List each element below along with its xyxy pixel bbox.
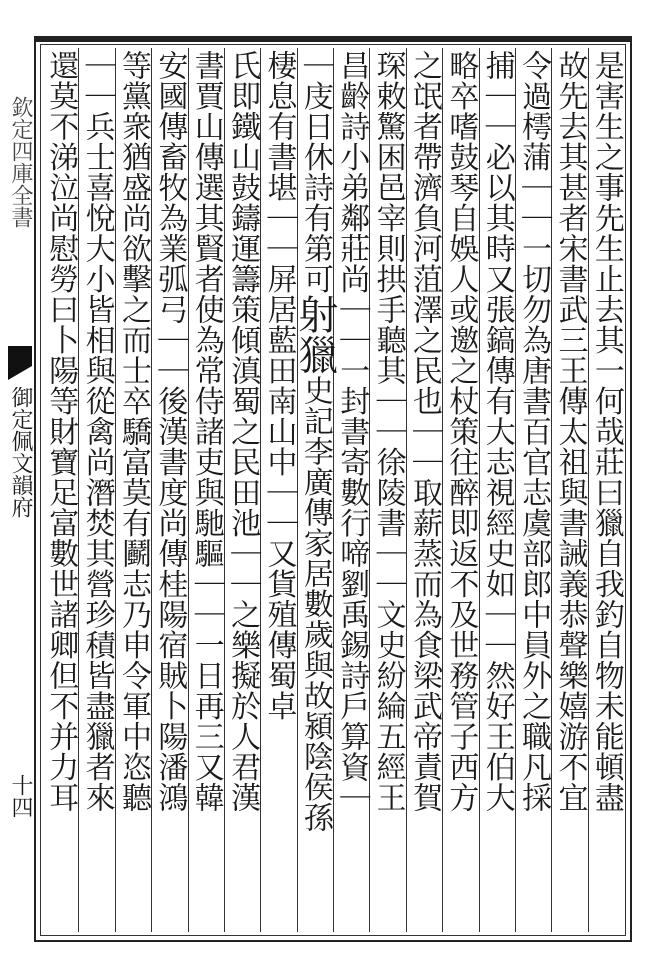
text-column xyxy=(368,50,408,930)
page-margin xyxy=(0,50,34,930)
text-segment: 令過樗蒲｜｜一切勿為唐書百官志虞部郎中員外之職凡採 xyxy=(516,50,552,813)
text-column xyxy=(549,50,589,930)
text-segment: 捕｜｜必以其時又張鎬傳有大志視經史如｜｜然好王伯大 xyxy=(479,50,515,813)
text-segment: 等黨衆猶盛尚欲擊之而士卒驕富莫有鬬志乃申令軍中恣聽 xyxy=(115,50,151,813)
text-column xyxy=(331,50,371,930)
text-segment: 略卒嗜鼓琴自娛人或邀之杖策往醉即返不及世務管子西方 xyxy=(443,50,479,813)
text-column xyxy=(291,50,338,930)
text-segment: 還莫不涕泣尚慰勞曰卜陽等財寶足富數世諸卿但不并力耳 xyxy=(43,50,79,813)
collection-title: 欽定四庫全書 xyxy=(8,96,33,228)
text-segment: 安國傳畜牧為業弧弓｜｜後漢書度尚傳桂陽宿賊卜陽潘鴻 xyxy=(152,50,188,813)
text-segment: 琛敕驚困邑宰則拱手聽其｜｜徐陵書｜｜文史紛綸五經王 xyxy=(370,50,406,813)
text-column xyxy=(222,50,262,930)
text-column xyxy=(258,50,298,930)
text-segment: 故先去其甚者宋書武三王傳太祖與書誡義恭聲樂嬉游不宜 xyxy=(552,50,588,813)
text-column xyxy=(149,50,189,930)
text-column xyxy=(40,50,80,930)
text-column xyxy=(513,50,553,930)
text-column xyxy=(77,50,117,930)
text-segment: ｜｜兵士喜悅大小皆相與從禽尚潛焚其營珍積皆盡獵者來 xyxy=(79,50,115,813)
text-segment: 氏即鐵山鼓鑄運籌策傾滇蜀之民田池｜｜之樂擬於人君漢 xyxy=(225,50,261,813)
text-column xyxy=(477,50,517,930)
text-segment: ｜庋日休詩有第可 xyxy=(297,50,333,294)
text-segment: 昌齡詩小弟鄰莊尚｜｜一封書寄數行啼劉禹錫詩戶算資｜ xyxy=(334,50,370,813)
text-column xyxy=(186,50,226,930)
fishtail-mark-icon xyxy=(8,346,32,382)
text-column xyxy=(440,50,480,930)
book-title: 御定佩文韻府 xyxy=(8,386,33,518)
text-segment: 棲息有書堪｜｜屏居藍田南山中｜｜又貨殖傳蜀卓 xyxy=(261,50,297,721)
text-segment: 史記李廣傳家居數歲與故潁陰侯孫 xyxy=(297,375,333,833)
text-segment: 射獵 xyxy=(291,294,338,375)
text-segment: 之氓者帶濟負河菹澤之民也｜｜取薪蒸而為食梁武帝責賀 xyxy=(406,50,442,813)
text-segment: 書賈山傳選其賢者使為常侍諸吏與馳驅｜｜一日再三又韓 xyxy=(188,50,224,813)
text-column xyxy=(404,50,444,930)
page-number: 十四 xyxy=(8,774,33,818)
text-segment: 是害生之事先生止去其一何哉莊曰獵自我釣自物未能頓盡 xyxy=(588,50,624,813)
text-column xyxy=(113,50,153,930)
text-column xyxy=(586,50,626,930)
